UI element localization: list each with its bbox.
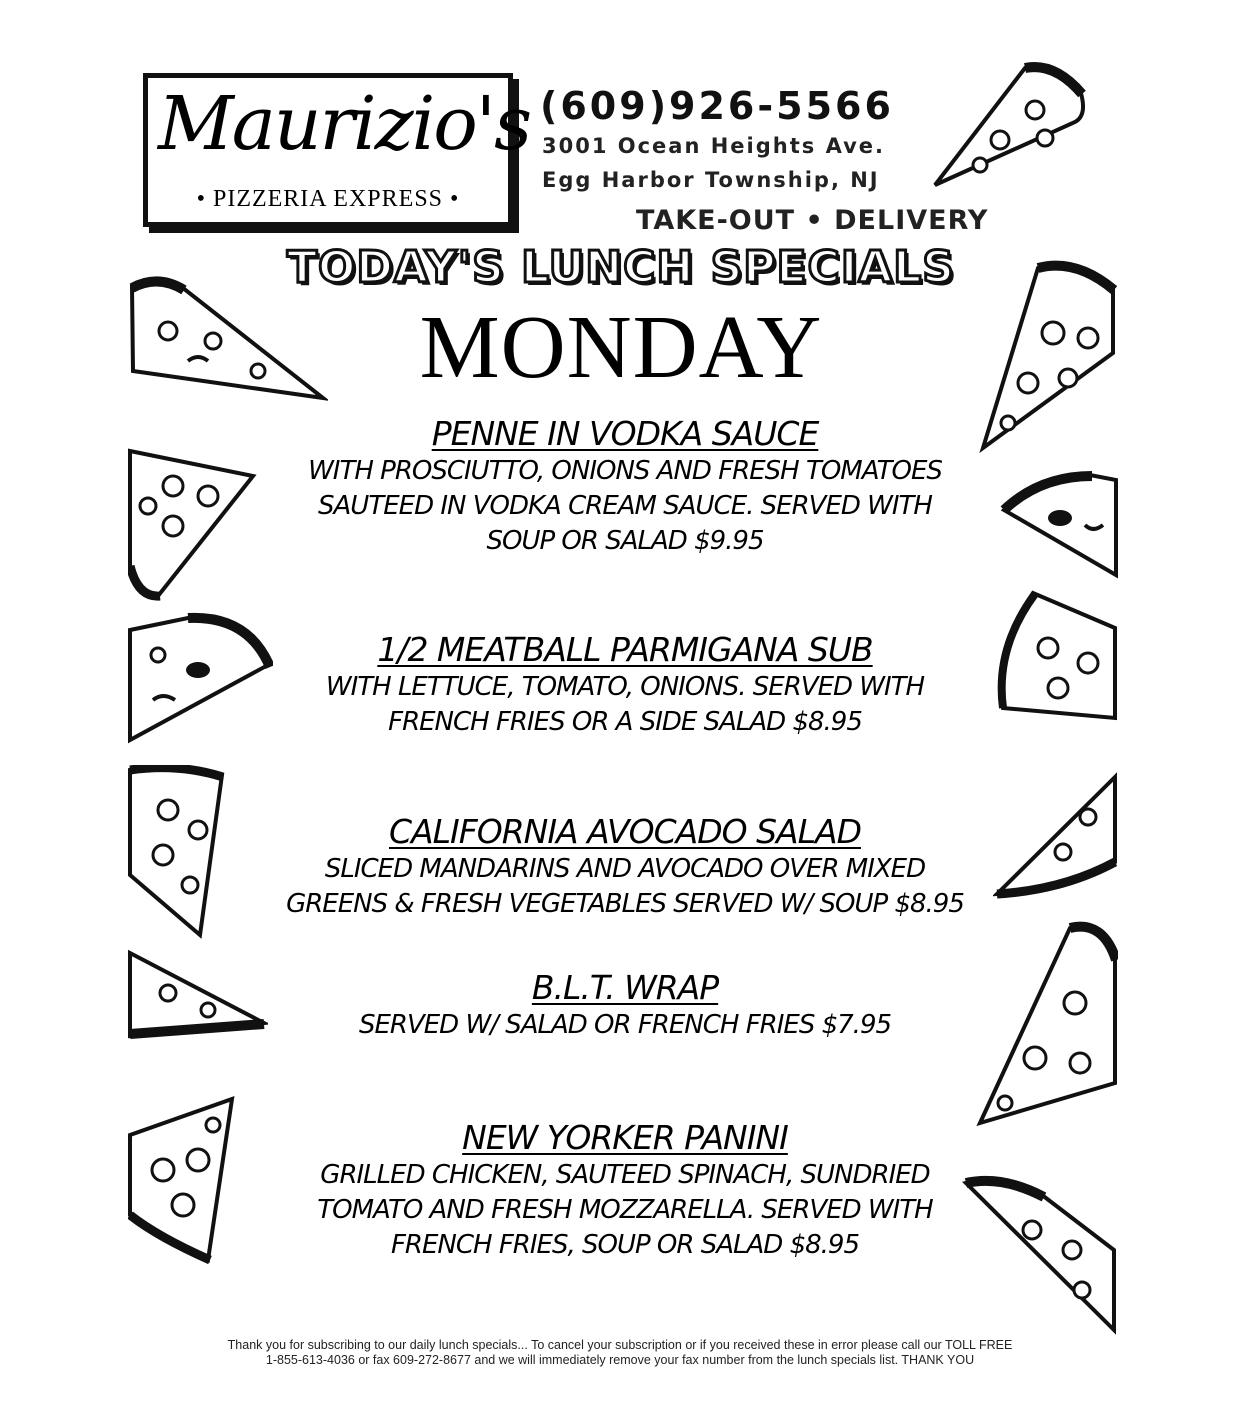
menu-item-name: 1/2 MEATBALL PARMIGANA SUB [377,630,873,669]
pizza-slice-icon [993,772,1118,902]
menu-item [240,1118,1010,1263]
menu-item [240,812,1010,922]
pizza-slice-icon [128,610,273,745]
pizza-slice-icon [128,948,268,1043]
pizza-slice-icon [930,60,1090,190]
description-line: FRENCH FRIES OR A SIDE SALAD $8.95 [388,706,862,737]
pizza-slice-icon [128,446,258,601]
pizza-slice-icon [128,1095,236,1265]
menu-item [240,968,1010,1043]
menu-item [240,630,1010,740]
menu-item-name: B.L.T. WRAP [531,968,719,1007]
logo-subtitle: • PIZZERIA EXPRESS • [196,186,460,212]
pizza-slice-icon [128,765,226,940]
pizza-slice-icon [975,918,1118,1128]
description-line: SERVED W/ SALAD OR FRENCH FRIES $7.95 [358,1009,892,1040]
menu-item [240,414,1010,559]
description-line: SOUP OR SALAD $9.95 [486,525,764,556]
address-line-1: 3001 Ocean Heights Ave. [542,134,885,158]
menu-item-description [240,1008,1010,1043]
menu-item-name: PENNE IN VODKA SAUCE [431,414,819,453]
menu-item-description [240,670,1010,740]
description-line: SAUTEED IN VODKA CREAM SAUCE. SERVED WITH [318,490,932,521]
pizza-slice-icon [128,276,328,406]
description-line: FRENCH FRIES, SOUP OR SALAD $8.95 [390,1229,860,1260]
description-line: GREENS & FRESH VEGETABLES SERVED W/ SOUP $8.95 [286,888,964,919]
address-line-2: Egg Harbor Township, NJ [542,168,880,192]
footer-line: Thank you for subscribing to our daily lunch specials... To cancel your subscription or if you received these in error please call our TOLL FREE [227,1338,1013,1352]
specials-title: TODAY'S LUNCH SPECIALS [286,242,955,293]
menu-item-description [240,852,1010,922]
description-line: TOMATO AND FRESH MOZZARELLA. SERVED WITH [317,1194,933,1225]
menu-item-description [240,454,1010,559]
description-line: WITH PROSCIUTTO, ONIONS AND FRESH TOMATOES [308,455,942,486]
menu-item-description [240,1158,1010,1263]
description-line: GRILLED CHICKEN, SAUTEED SPINACH, SUNDRIED [320,1159,930,1190]
logo-name: Maurizio's [158,81,531,167]
pizza-slice-icon [962,1175,1118,1335]
service-options: TAKE-OUT • DELIVERY [636,205,989,236]
description-line: SLICED MANDARINS AND AVOCADO OVER MIXED [324,853,926,884]
footer-note [120,1338,1120,1368]
pizza-slice-icon [978,258,1118,453]
description-line: WITH LETTUCE, TOMATO, ONIONS. SERVED WITH [325,671,925,702]
logo [143,73,531,227]
menu-item-name: CALIFORNIA AVOCADO SALAD [389,812,861,851]
footer-line: 1-855-613-4036 or fax 609-272-8677 and we will immediately remove your fax number from the lunch specials list. THANK YOU [265,1353,975,1367]
pizza-slice-icon [993,588,1118,723]
pizza-slice-icon [1000,470,1118,580]
menu-item-name: NEW YORKER PANINI [462,1118,788,1157]
day-heading: MONDAY [419,298,823,397]
phone-number: (609)926-5566 [540,84,894,128]
